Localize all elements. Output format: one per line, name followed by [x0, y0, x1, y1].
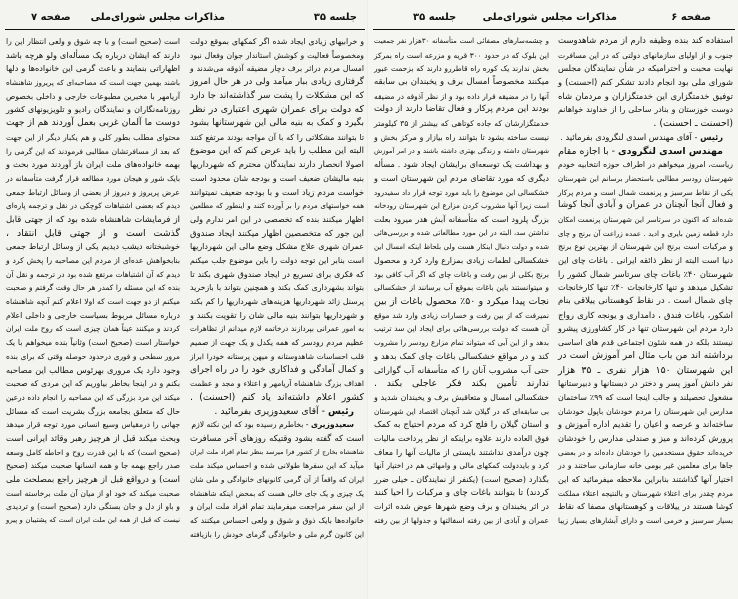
- text-line: است بنابر این توجه دولت را باین موضوع جلب میکنم: [190, 256, 364, 265]
- speaker-name: مهندس اسدی لنگرودی: [617, 145, 723, 157]
- text-line: دیدم که آن اشتباهات مرتفع شده بود در ترجمه و نقل آن: [6, 269, 180, 279]
- text-line: دنیا است البته از نظر ذائقه ایرانی . باغات چای این: [558, 255, 733, 265]
- text-line: که بعد از مسافرتشان مطالبی فرمودند که این گرمی را: [6, 146, 180, 156]
- text-line: بی سابقه‌ای که در گیلان شد آنچنان اقتصاد این شهرستان: [374, 406, 549, 416]
- text-line: بگیرد و کمک به بنیه مالی این شهرستانها بشود: [190, 118, 364, 129]
- text-line: عرض پریروز و دیروز از بعضی از وسائل ارتباط جمعی: [6, 187, 180, 197]
- speaker-remark: - آقای مهندس اسدی لنگرودی بفرمائید .: [560, 131, 701, 142]
- text-line: اظهاراتی بنمایند و باعث گرمی این خانواده‌ها و دلها: [6, 63, 180, 74]
- text-line: جنوب و از اولیای سازمانهای دولتی که در این مسافرت: [558, 50, 733, 60]
- text-line: برنج بکلی از بین رفت و باغات چای که اگر آب کافی بود: [374, 269, 549, 279]
- text-line: و شهرداریها بتوانند بنیه مالی شان را تقویت بکنند و: [190, 309, 364, 320]
- text-line: و باو از دل و جان بستگی دارد (صحیح است) و تردیدی: [6, 502, 180, 512]
- speaker-remark: - بخاطرم رسیده بود که این نکته لازم: [191, 420, 311, 430]
- text-line: است زیرا آنها مشروب کردن مزارع این شهرستان رودخانه: [374, 201, 549, 211]
- text-line: و مرکبات است برنج این شهرستان از بهترین نوع برنج: [558, 242, 733, 252]
- text-line: بکنم و در اینجا بخاطر بیاوریم که این مردی که صحبت: [6, 379, 180, 389]
- speaker-line: [190, 418, 364, 432]
- session-number: جلسه ۳۵: [313, 12, 357, 23]
- text-line: میکنم از دو جهت است که اولا اعلام کنم آنچه شاهنشاه: [6, 297, 180, 307]
- text-line: دوست ما آلمان غربی بعمل آوردند هم از جهت: [6, 118, 180, 129]
- speaker-line: [190, 405, 364, 419]
- text-line: کند و در مواقع خشکسالی باغات چای کمک بدهد و: [374, 350, 549, 361]
- text-line: یک چیزی و یک جای خالی هست که بمحض اینکه شاهنشاه: [190, 488, 364, 498]
- text-line: صدر راجع بهمه جا و همه انسانها صحبت میکند (صحیح: [6, 461, 180, 471]
- text-line: و چشمه‌سارهای مصفائی است متأسفانه ۳۰هزار نفر جمعیت: [374, 37, 549, 45]
- text-line: گرفتاری زیادی ببار میآمد ولی در هر حال امروز: [190, 77, 364, 88]
- text-line: البته این مطلب را باید عرض کنم که این موضوع: [190, 145, 364, 156]
- text-line: بهمه خانواده‌های ملت ایران باز آوردند مورد بحث و: [6, 159, 180, 170]
- text-line: حال که متعلق بجامعه بزرگ بشریت است که مسائل: [6, 406, 180, 416]
- text-line: از این سفر مراجعت میفرمایند تمام افراد ملت ایران و: [190, 502, 364, 512]
- text-line: اصولا انحصار دارند نمایندگان محترم که شهرداریها: [190, 159, 364, 170]
- text-line: عمران شهری علاج مشکل وضع مالی این شهرداریها: [190, 242, 364, 252]
- text-line: آنها را در مضیقه قرار داده بود و از نظر آذوقه در مضیقه: [374, 91, 549, 101]
- text-line: پرورش کرده‌اند و میز و صندلی مدارس را خودشان: [558, 432, 733, 443]
- text-line: روزنامه‌نگاران و نمایندگان رادیو و تلویزیونهای کشور: [6, 105, 180, 115]
- text-line: وبحث میکند قبل از هرچیز رهبر وقائد ایرانی است: [6, 432, 180, 443]
- text-line: ساخته‌اند و عرصه و اعیان را تقدیم اداره آموزش و: [558, 419, 733, 430]
- text-line: در اثر یخبندان و برف وضع شهرها عوض شده اثرات: [374, 502, 549, 512]
- text-line: بودند این مردم پرکار و فعال تقاضا دارند از دولت: [374, 104, 549, 115]
- page-right: [369, 0, 738, 599]
- text-line: شهرستان رودسر مطالبی باستحضار برسانم این شهرستان: [558, 173, 733, 183]
- text-line: بسیار سرسبز و خرمی است و دارای آبشارهای بسیار زیبا: [558, 516, 733, 526]
- text-line: اختیار آنها گذاشتند بنابراین ملاحظه میفرمائید که این: [558, 475, 733, 484]
- text-line: نجات پیدا میکرد و ۵۰٪ محصول باغات از بین: [374, 296, 549, 308]
- text-line: به امور عمرانی بپردازند درخاتمه لازم میدانم از تظاهرات: [190, 324, 364, 334]
- text-line: عمران و آبادی از بین رفته اسفالتها و جدولها از بین رفته: [374, 516, 549, 526]
- journal-title: مذاکرات مجلس شورای‌ملی: [90, 12, 225, 23]
- text-line: خریده‌اند حقوق مستخدمین را خودشان داده‌اند و در بعضی: [558, 447, 733, 457]
- text-line: این بلوک که در حدود ۳۰۰ قریه و مزرعه است راه بمرکز: [374, 50, 549, 60]
- text-line: و میتوانستند باین باغات بموقع آب برسانند از خشکسالی: [374, 283, 549, 293]
- text-line: پرسنل زائد شهرداریها هزینه‌های شهرداریها را کم بکند: [190, 297, 364, 307]
- header-rule: [373, 29, 735, 30]
- page-number: صفحه ۶: [671, 12, 711, 23]
- text-line: مشغول تحصیلند و جالب اینجا است که ۹۹٪ ساختمان: [558, 392, 734, 402]
- text-line: جهانی را درمقیاس وسیع انسانی مورد توجه قرار میدهد: [6, 420, 180, 430]
- text-line: شورای ملی بود انجام دادند تشکر کنم (احسنت) و: [558, 77, 733, 88]
- text-line: شاهنشاه بخارج از کشور فرا میرسد بنظر تمام افراد ملت ایران: [190, 447, 364, 456]
- text-line: دیدم که بعضی اشتباهات کوچکی در نقل و ترجمه پاره‌ای: [6, 201, 180, 211]
- text-line: شده و دولت دنبال اینکار هست ولی بلحاظ اینکه امسال این: [374, 242, 549, 252]
- text-line: و خرابیهای زیادی ایجاد شده اگر کمکهای بموقع دولت: [190, 37, 364, 46]
- text-line: تا بتوانند مشکلاتی را که با آن مواجه بودند مرتفع کنند: [190, 132, 364, 142]
- speaker-name: سعیدوزیری: [310, 420, 354, 430]
- text-line: (صحیح است) که با این قدرت روح و احاطه کامل وسعه: [6, 447, 180, 457]
- text-line: گذشت است و از جهتی قابل انتقاد ،: [6, 227, 180, 239]
- text-line: میکنند مخصوصاً امسال برف و یخبندان بی سابقه: [374, 77, 549, 88]
- text-line: بزرگ پلرود است که متأسفانه آبش هدر میرود بعلت: [374, 214, 549, 224]
- text-line: میکند این مرد بزرگی که این مصاحبه را انجام داده درعین: [6, 392, 180, 402]
- text-line: ایران که واقعاً از آن گرمی کانونهای خانوادگی و ملی شان: [190, 475, 364, 484]
- text-line: و فعال آنجا آنچنان در عمران و آبادی آنجا کوشا: [558, 200, 733, 211]
- journal-title: مذاکرات مجلس شورای‌ملی: [482, 12, 617, 23]
- running-header: [5, 10, 365, 28]
- text-line: دارد مردم این شهرستان تنها در کار کشاورزی پیشرو: [558, 324, 733, 334]
- text-line: نیست ساخته بشود تا بتوانند راه بیازار و مرکز بخش و: [374, 132, 549, 142]
- text-line: است که گفته بشود وقتیکه روزهای آخر مسافرت: [190, 432, 364, 443]
- text-line: شده‌اند که اکنون در سرتاسر این شهرستان پرنعمت امکان: [558, 214, 733, 224]
- text-line: بنابخواهش عده‌ای از مردم این مصاحبه را پخش کرد و: [6, 256, 180, 265]
- text-line: اظهار میکنند بنده که تخصصی در این امر ندارم ولی: [190, 214, 364, 224]
- text-line: کرد و بایددولت کمکهای مالی و وامهائی هم در اختیار آنها: [374, 461, 549, 471]
- text-column-right: [190, 35, 364, 541]
- text-line: محتوای مطلب بطور کلی و هم یکبار دیگر از این جهت: [6, 132, 180, 142]
- text-line: و کمال آمادگی و فداکاری خود را در راه اجرای: [190, 364, 364, 375]
- text-line: همه خواستهای مردم را بر آورده کنند و اینطور که مطلعین: [190, 201, 364, 211]
- text-line: نداشتن سد، البته در این مورد مطالعاتی شده و بررسی‌هائی: [374, 228, 549, 237]
- text-line: خشکسالی امسال و متعاقبش برف و یخبندان شدید و: [374, 392, 549, 402]
- text-line: درباره مسائل مربوط بسیاست خارجی و داخلی اعلام: [6, 310, 180, 320]
- text-line: خواستار است (صحیح است) وثانیاً بنده میخواهم با یک: [6, 338, 180, 348]
- text-line: کردند) تا بتوانند باغات چای و مرکبات را احیا کنند: [374, 487, 549, 498]
- text-line: خانواده‌ها بایک ذوق و شوق و ولعی احساس میکنند که: [190, 516, 364, 526]
- text-line: خوشبختانه دیشب دیدیم یکی از وسائل ارتباط جمعی: [6, 242, 180, 252]
- text-line: نیستند بلکه در همه شئون اجتماعی قدم های اساسی: [558, 338, 733, 348]
- speaker-line: [558, 131, 733, 145]
- text-line: است (صحیح است) و با چه شوق و ولعی انتظار این را: [6, 37, 180, 46]
- text-line: بایک شور و هیجان مورد مطالعه قرار گرفت متأسفانه در: [6, 173, 180, 183]
- text-column-right: [558, 35, 733, 528]
- text-line: کوشا هستند در ییلاقات و کوهستانهای مصفا که نقاط: [558, 502, 733, 512]
- text-line: خواست مردم زیاد است و با بودجه ضعیف نمیتوانند: [190, 186, 364, 197]
- running-header: [373, 10, 735, 28]
- speaker-name: رئیس: [700, 131, 723, 142]
- text-line: است) و درواقع قبل از هرچیز راجع بمصلحت ملی: [6, 474, 180, 484]
- session-number: جلسه ۳۵: [413, 12, 457, 23]
- speaker-remark: - آقای سعیدوزیری بفرمائید .: [214, 405, 328, 417]
- text-line: دارد قطعه زمین بایری و ادید . عمده زراعت آن برنج و چای: [558, 228, 733, 238]
- text-line: شهرستان ۴۰٪ باغات چای سرتاسر شمال کشور را: [558, 268, 734, 279]
- text-line: ندارند تأمین بکند فکر عاجلی بکند .: [374, 378, 549, 390]
- text-line: این کانون گرم ملی و خانوادگی گرمای خودش را بازیافته: [190, 529, 364, 539]
- text-line: و استان گیلان را فلج کرد که مردم احتیاج به کمک: [374, 419, 549, 430]
- text-line: این شهرستان ۱۵۰ هزار نفری ـ ۳۵ هزار: [558, 364, 734, 376]
- text-line: قلب احساسات شاهدوستانه و میهن پرستانه خودرا ابراز: [190, 351, 364, 361]
- text-line: دوست خوزستان و بنادر ساحلی را از خداوند خواهانم: [558, 105, 733, 115]
- text-line: امسال مردم دراثر برف دچار مضیقه آذوقه می‌شدند و: [190, 64, 364, 74]
- text-line: خشکسالی لطمات زیادی بمزارع وارد کرد و محصول: [374, 256, 549, 265]
- text-line: که فکری برای تسریع در ایجاد صندوق شهری بکند تا: [190, 269, 364, 279]
- text-line: آریامهر با مخبرین مطبوعات خارجی و داخلی بخصوص: [6, 91, 180, 101]
- text-line: نیست که قبل از همه این ملت ایران است که پشتیبان و پیرو: [6, 516, 180, 525]
- text-line: میآید که این سفرها طولانی شده و احساس میکند ملت: [190, 461, 364, 471]
- text-line: کردند و میکنند عیناً همان چیزی است که روح ملت ایران: [6, 324, 180, 334]
- header-rule: [5, 29, 365, 30]
- text-line: ومخصوصاً فعالیت و کوشش استاندار جوان وفعال نبود: [190, 50, 364, 60]
- text-line: جاها برای معلمین غیر بومی خانه سازمانی ساختند و در: [558, 461, 733, 471]
- speaker-line: [558, 145, 733, 159]
- text-line: که دولت برای عمران شهری اعتباری در نظر: [190, 104, 364, 116]
- text-line: عظیم مردم رودسر که همه یکدل و یک جهت از صمیم: [190, 338, 364, 348]
- text-line: بتواند بشهرداری کمک بکند و همچنین بتواند با بازخرید: [190, 283, 364, 293]
- text-line: نهایت محبت و احترامیکه در شأن نمایندگان مجلس: [558, 63, 733, 74]
- text-line: اهداف بزرگ شاهنشاه آریامهر و اعتلاء و مجد و عظمت: [190, 379, 364, 389]
- text-line: مرور سطحی و فوری درحدود حوصله وقتی که برای بنده: [6, 351, 180, 361]
- text-line: بنیه مالیشان ضعیف است و بودجه شان محدود است: [190, 173, 364, 183]
- text-line: چون درآمدی نداشتند بایستی از مالیات آنها را معاف: [374, 447, 549, 457]
- text-line: استفاده کند بنده وظیفه دارم از مردم شاهدوست: [558, 36, 733, 46]
- text-line: (احسنت ـ احسنت) .: [653, 118, 733, 130]
- text-line: و بهداشت یک توسعه‌ای برایشان ایجاد شود . مسأله: [374, 159, 549, 170]
- text-column-left: [6, 35, 180, 528]
- text-line: مدارس این شهرستان را مردم خودشان باپول خودشان: [558, 406, 733, 416]
- text-line: مردم چقدر برای اعتلاء شهرستان و بالنتیجه اعتلاء مملکت: [558, 488, 733, 498]
- text-line: اشکور، باغات فندق ، دامداری و یونجه کاری رواج: [558, 309, 733, 320]
- text-line: نمیرفت که از بین رفت و خسارات زیادی وارد شد موقع: [374, 310, 549, 320]
- text-line: این جور که متخصصین اظهار میکنند ایجاد صندوق: [190, 227, 364, 238]
- text-line: که این مشکلات را پشت سر گذاشته‌اند جا دارد: [190, 90, 364, 101]
- text-line: یکی از نقاط سرسبز و پرنعمت شمال است و مردم پرکار: [558, 187, 733, 197]
- text-line: کشور اعلام داشته‌اند یاد کنم (احسنت) .: [190, 391, 364, 403]
- text-line: باشند بهمین جهت است که مصاحبه‌ای که پریروز شاهنشاه: [6, 78, 180, 88]
- text-column-left: [374, 35, 549, 528]
- speaker-remark: - با اجازه مقام: [558, 145, 618, 157]
- text-line: خدمتگزارشان که جاده کوتاهی که بیشتر از ۳۵ کیلومتر: [374, 119, 549, 129]
- text-line: از فرمایشات شاهنشاه شده بود که از جهتی قابل: [6, 213, 180, 224]
- text-line: بدهد و از این آبی که میتواند تمام مزارع رودسر را مشروب: [374, 338, 549, 348]
- text-line: حتی آب مشروب آنان را که متأسفانه آب گوارائی: [374, 364, 549, 375]
- text-line: وجود دارد یک مروری بهرئوس مطالب این مصاحبه: [6, 364, 180, 375]
- text-line: دیگری که مورد تقاضای مردم این شهرستان است و: [374, 172, 549, 183]
- text-line: چای شمال است . در نقاط کوهستانی ییلاقی بنام: [558, 296, 733, 307]
- text-line: بگذارد (صحیح است) (یکنفر از نمایندگان ـ خیلی ضرر: [374, 475, 549, 484]
- text-line: دارند که ایشان درباره یک مسأله‌ای ولو هرچه باشد: [6, 49, 180, 60]
- text-line: بخش ندارند یک کوره راه قاطررو دارند که بزحمت عبور: [374, 64, 549, 74]
- text-line: فوق العاده دارند علاوه براینکه از نظر پرداخت مالیات: [374, 433, 549, 443]
- text-line: خشکسالی این موضوع را باید مورد توجه قرار داد سفیدرود: [374, 187, 549, 197]
- text-line: برداشته اند من باب مثال امر آموزش است در: [558, 350, 733, 361]
- text-line: صحبت میکند که خود او از میان آن ملت برخاسته است: [6, 488, 180, 498]
- text-line: توفیق خدمتگزاری این خدمتگزاران و مردمان شاه: [558, 90, 733, 101]
- page-number: صفحه ۷: [31, 12, 71, 23]
- text-line: ریاست، امروز میخواهم در اطراف حوزه انتخابیه خودم: [558, 160, 733, 170]
- text-line: شهرستان داشته و زندگی بهتری داشته باشند و در امر آموزش: [374, 146, 549, 155]
- text-line: بنده که این مسئله را کمدر هر حال وقت گرفتم و صحبت: [6, 283, 180, 293]
- text-line: تشکیل میدهد و تنها کارخانجات ۴۰٪ تنها کارخانجات: [558, 282, 733, 293]
- text-line: نفر دانش آموز پسر و دختر در دبستانها و دبیرستانها: [558, 378, 733, 389]
- text-line: آن هست که دولت بررسی‌هائی برای ایجاد این سد ترتیب: [374, 324, 549, 334]
- speaker-name: رئیس: [328, 405, 354, 417]
